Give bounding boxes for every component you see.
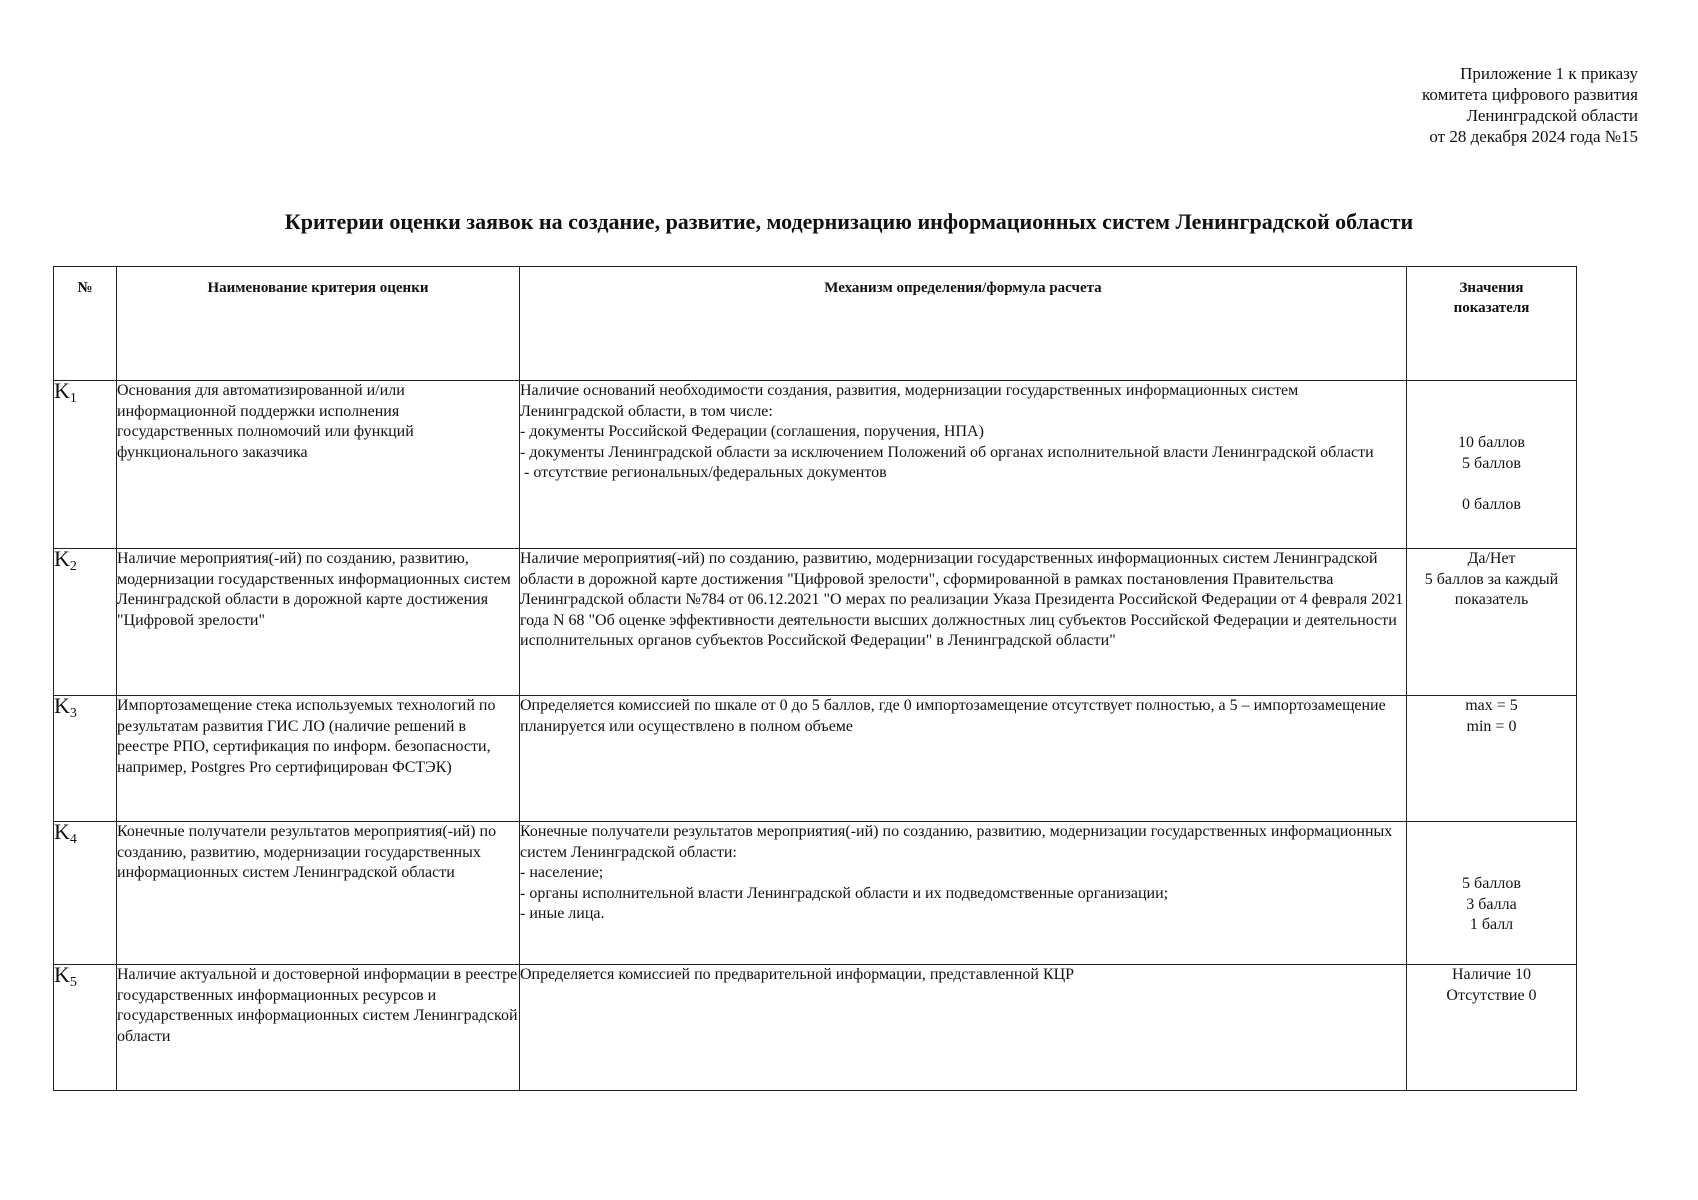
table-row — [54, 696, 1577, 822]
mechanism-line: - иные лица. — [520, 905, 605, 922]
value-line: 3 балла — [1466, 895, 1517, 913]
criterion-values — [1407, 822, 1577, 965]
column-header-name: Наименование критерия оценки — [117, 267, 520, 381]
value-spacer — [1407, 474, 1576, 495]
criterion-mechanism — [520, 822, 1407, 965]
table-row — [54, 822, 1577, 965]
criterion-id — [54, 819, 117, 965]
criterion-mechanism — [520, 696, 1407, 822]
mechanism-line: Конечные получатели результатов мероприятия(-ий) по созданию, развитию, модернизации государственных информационных систем Ленинградской области: — [520, 823, 1393, 861]
value-line: Отсутствие 0 — [1446, 986, 1537, 1004]
criterion-index: 4 — [69, 832, 77, 847]
value-line: 5 баллов — [1462, 454, 1521, 472]
value-line: max = 5 — [1465, 697, 1518, 714]
criterion-values — [1407, 965, 1577, 1091]
criterion-letter: K — [54, 546, 70, 571]
value-line: 10 баллов — [1458, 434, 1525, 451]
criterion-letter: K — [54, 819, 70, 844]
criterion-index: 1 — [69, 391, 77, 406]
criterion-id — [54, 962, 117, 1091]
criterion-id — [54, 378, 117, 549]
table-row — [54, 381, 1577, 549]
criterion-mechanism — [520, 549, 1407, 696]
column-header-values — [1407, 267, 1577, 381]
criterion-values — [1407, 549, 1577, 696]
value-line: Наличие 10 — [1451, 966, 1532, 983]
criterion-index: 5 — [69, 975, 77, 990]
criterion-name: Импортозамещение стека используемых технологий по результатам развития ГИС ЛО (наличие решений в реестре РПО, сертификация по информ. безопасности, например, Postgres Pro сертифицирован ФСТЭК) — [117, 696, 520, 822]
criterion-mechanism — [520, 381, 1407, 549]
criteria-table — [53, 266, 1577, 1091]
criterion-name: Наличие мероприятия(-ий) по созданию, развитию, модернизации государственных информационных систем Ленинградской области в дорожной карте достижения "Цифровой зрелости" — [117, 549, 520, 696]
criterion-name: Основания для автоматизированной и/или информационной поддержки исполнения государственных полномочий или функций функционального заказчика — [117, 381, 520, 549]
annex-line: Приложение 1 к приказу — [1460, 64, 1638, 83]
annex-header — [1422, 63, 1638, 147]
mechanism-line: - население; — [520, 864, 604, 881]
mechanism-line: Наличие мероприятия(-ий) по созданию, развитию, модернизации государственных информационных систем Ленинградской области в дорожной карте достижения "Цифровой зрелости", сформированной в рамках постановления Правительства Ленинградской области №784 от 06.12.2021 "О мерах по реализации Указа Президента Российской Федерации от 4 февраля 2021 года N 68 "Об оценке эффективности деятельности высших должностных лиц субъектов Российской Федерации и деятельности исполнительных органов субъектов Российской Федерации" в Ленинградской области" — [520, 550, 1404, 649]
table-row — [54, 965, 1577, 1091]
value-line: 1 балл — [1469, 916, 1514, 933]
value-line: Да/Нет — [1467, 550, 1516, 567]
mechanism-line: - отсутствие региональных/федеральных документов — [520, 464, 887, 481]
value-line: min = 0 — [1466, 717, 1517, 735]
criterion-id — [54, 693, 117, 822]
mechanism-line: - документы Российской Федерации (соглашения, поручения, НПА) — [520, 423, 984, 440]
mechanism-line: - органы исполнительной власти Ленинградской области и их подведомственные организации; — [520, 884, 1169, 902]
criterion-mechanism — [520, 965, 1407, 1091]
criterion-letter: K — [54, 378, 70, 403]
criterion-letter: K — [54, 693, 70, 718]
column-header-values-line: Значения — [1459, 280, 1524, 296]
criterion-name: Наличие актуальной и достоверной информации в реестре государственных информационных ресурсов и государственных информационных систем Ленинградской области — [117, 965, 520, 1091]
criterion-values — [1407, 696, 1577, 822]
value-line: 5 баллов — [1462, 875, 1521, 892]
criterion-name: Конечные получатели результатов мероприятия(-ий) по созданию, развитию, модернизации государственных информационных систем Ленинградской области — [117, 822, 520, 965]
criterion-letter: K — [54, 962, 70, 987]
criterion-id — [54, 546, 117, 696]
table-header-row — [54, 267, 1577, 381]
mechanism-line: Наличие оснований необходимости создания, развития, модернизации государственных информационных систем Ленинградской области, в том числе: — [520, 382, 1299, 420]
value-line: 0 баллов — [1462, 495, 1521, 513]
annex-line: от 28 декабря 2024 года №15 — [1429, 127, 1638, 146]
table-row — [54, 549, 1577, 696]
column-header-values-line: показателя — [1453, 300, 1530, 316]
criterion-values — [1407, 381, 1577, 549]
criterion-index: 2 — [69, 559, 77, 574]
mechanism-line: Определяется комиссией по шкале от 0 до 5 баллов, где 0 импортозамещение отсутствует полностью, а 5 – импортозамещение планируется или осуществлено в полном объеме — [520, 697, 1386, 735]
criterion-index: 3 — [69, 706, 77, 721]
annex-line: Ленинградской области — [1466, 106, 1638, 125]
mechanism-line: - документы Ленинградской области за исключением Положений об органах исполнительной власти Ленинградской области — [520, 443, 1374, 461]
column-header-number: № — [54, 267, 117, 381]
document-title: Критерии оценки заявок на создание, развитие, модернизацию информационных систем Ленинградской области — [284, 209, 1414, 234]
annex-line: комитета цифрового развития — [1422, 85, 1638, 104]
value-line: 5 баллов за каждый показатель — [1424, 570, 1559, 608]
mechanism-line: Определяется комиссией по предварительной информации, представленной КЦР — [520, 966, 1075, 983]
column-header-mechanism: Механизм определения/формула расчета — [520, 267, 1407, 381]
